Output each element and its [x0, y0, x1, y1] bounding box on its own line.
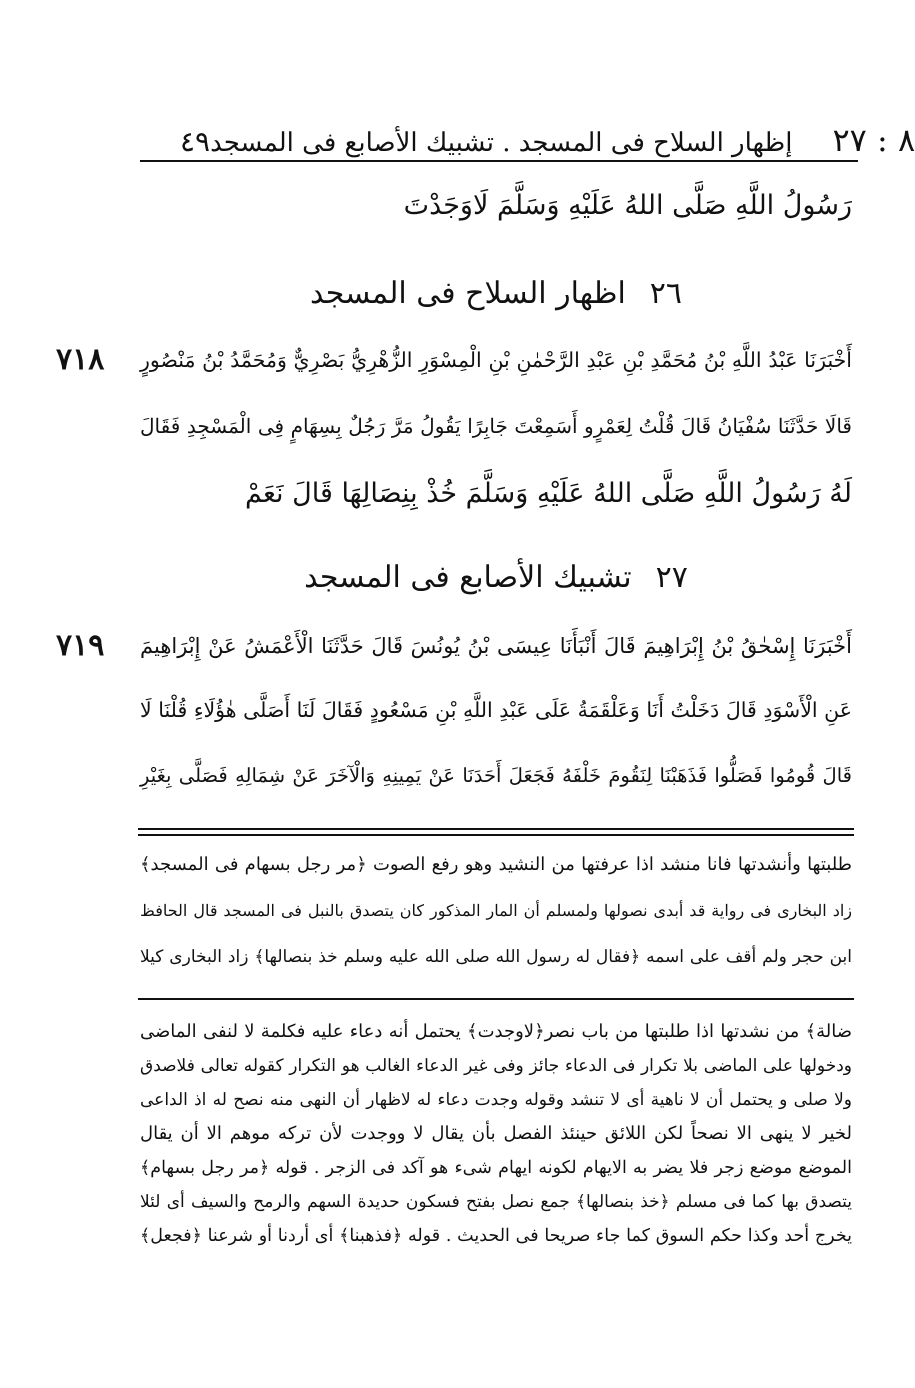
commentary-line: يتصدق بها كما فى مسلم ﴿خذ بنصالها﴾ جمع نصل بفتح فسكون حديدة السهم والرمح والسيف أى لئلا: [140, 1192, 852, 1212]
commentary-line: زاد البخارى فى رواية قد أبدى نصولها ولمسلم أن المار المذكور كان يتصدق بالنبل فى المسجد قال الحافظ: [140, 901, 852, 920]
running-header: [140, 112, 915, 159]
commentary-line: لخير لا ينهى الا نصحاً لكن اللائق حينئذ الفصل بأن يقال لا ووجدت لأن تركه موهم الا أن يقال: [140, 1123, 852, 1144]
section-number: ٢٧: [655, 560, 688, 595]
section-heading-26: [140, 272, 852, 316]
section-title: اظهار السلاح فى المسجد: [309, 276, 626, 311]
footnote-rule-top: [138, 828, 854, 830]
section-number: ٢٦: [649, 276, 683, 311]
hadith-line: أَخْبَرَنَا عَبْدُ اللَّهِ بْنُ مُحَمَّدِ بْنِ عَبْدِ الرَّحْمٰنِ بْنِ الْمِسْوَرِ الزُّهْرِيُّ بَصْرِيٌّ وَمُحَمَّدُ بْنُ مَنْصُورٍ: [140, 348, 852, 372]
footnote-rule-bottom: [138, 834, 854, 836]
header-rule: [140, 160, 858, 162]
running-title: إظهار السلاح فى المسجد . تشبيك الأصابع فى المسجد: [210, 128, 793, 158]
commentary-line: ابن حجر ولم أقف على اسمه ﴿فقال له رسول الله صلى الله عليه وسلم خذ بنصالها﴾ زاد البخارى كيلا: [140, 947, 852, 967]
hadith-number-719: ٧١٩: [56, 628, 105, 663]
page-number: ٤٩: [180, 125, 211, 158]
hadith-line: عَنِ الْأَسْوَدِ قَالَ دَخَلْتُ أَنَا وَعَلْقَمَةُ عَلَى عَبْدِ اللَّهِ بْنِ مَسْعُودٍ فَقَالَ لَنَا أَصَلَّى هٰؤُلَاءِ قُلْنَا لَا: [140, 698, 852, 722]
opening-line: رَسُولُ اللَّهِ صَلَّى اللهُ عَلَيْهِ وَسَلَّمَ لَاوَجَدْتَ: [403, 190, 852, 221]
commentary-line: طلبتها وأنشدتها فانا منشد اذا عرفتها من النشيد وهو رفع الصوت ﴿مر رجل بسهام فى المسجد﴾: [140, 854, 852, 875]
hadith-number-718: ٧١٨: [56, 342, 105, 377]
commentary-divider: [138, 998, 854, 1000]
hadith-line: قَالَ قُومُوا فَصَلُّوا فَذَهَبْنَا لِنَقُومَ خَلْفَهُ فَجَعَلَ أَحَدَنَا عَنْ يَمِينِهِ وَالْآخَرَ عَنْ شِمَالِهِ فَصَلَّى بِغَيْرِ: [140, 764, 852, 787]
section-heading-27: [140, 556, 852, 600]
hadith-line: أَخْبَرَنَا إِسْحٰقُ بْنُ إِبْرَاهِيمَ قَالَ أَنْبَأَنَا عِيسَى بْنُ يُونُسَ قَالَ حَدَّثَنَا الْأَعْمَشُ عَنْ إِبْرَاهِيمَ: [140, 634, 852, 658]
commentary-line: الموضع موضع زجر فلا يضر به الايهام لكونه ايهام شىء هو آكد فى الزجر . قوله ﴿مر رجل بسهام﴾: [140, 1158, 852, 1178]
hadith-line: لَهُ رَسُولُ اللَّهِ صَلَّى اللهُ عَلَيْهِ وَسَلَّمَ خُذْ بِنِصَالِهَا قَالَ نَعَمْ: [245, 478, 852, 509]
section-title: تشبيك الأصابع فى المسجد: [304, 560, 632, 595]
commentary-line: ولا صلى و يحتمل أن لا ناهية أى لا تنشد وقوله وجدت دعاء له لاظهار أن النهى منه نصح له اذ الداعى: [140, 1090, 852, 1110]
commentary-line: يخرج أحد وكذا حكم السوق كما جاء صريحا فى الحديث . قوله ﴿فذهبنا﴾ أى أردنا أو شرعنا ﴿فجعل﴾: [140, 1226, 852, 1246]
commentary-line: ضالة﴾ من نشدتها اذا طلبتها من باب نصر﴿لاوجدت﴾ يحتمل أنه دعاء عليه فكلمة لا لنفى الماضى: [140, 1021, 852, 1042]
hadith-line: قَالَا حَدَّثَنَا سُفْيَانُ قَالَ قُلْتُ لِعَمْرٍو أَسَمِعْتَ جَابِرًا يَقُولُ مَرَّ رَجُلٌ بِسِهَامٍ فِى الْمَسْجِدِ فَقَالَ: [140, 414, 852, 438]
commentary-line: ودخولها على الماضى بلا تكرار فى الدعاء جائز وفى غير الدعاء الغالب هو التكرار كقوله تعالى فلاصدق: [140, 1056, 852, 1076]
chapter-reference: ٨ : ٢٧: [832, 121, 915, 159]
